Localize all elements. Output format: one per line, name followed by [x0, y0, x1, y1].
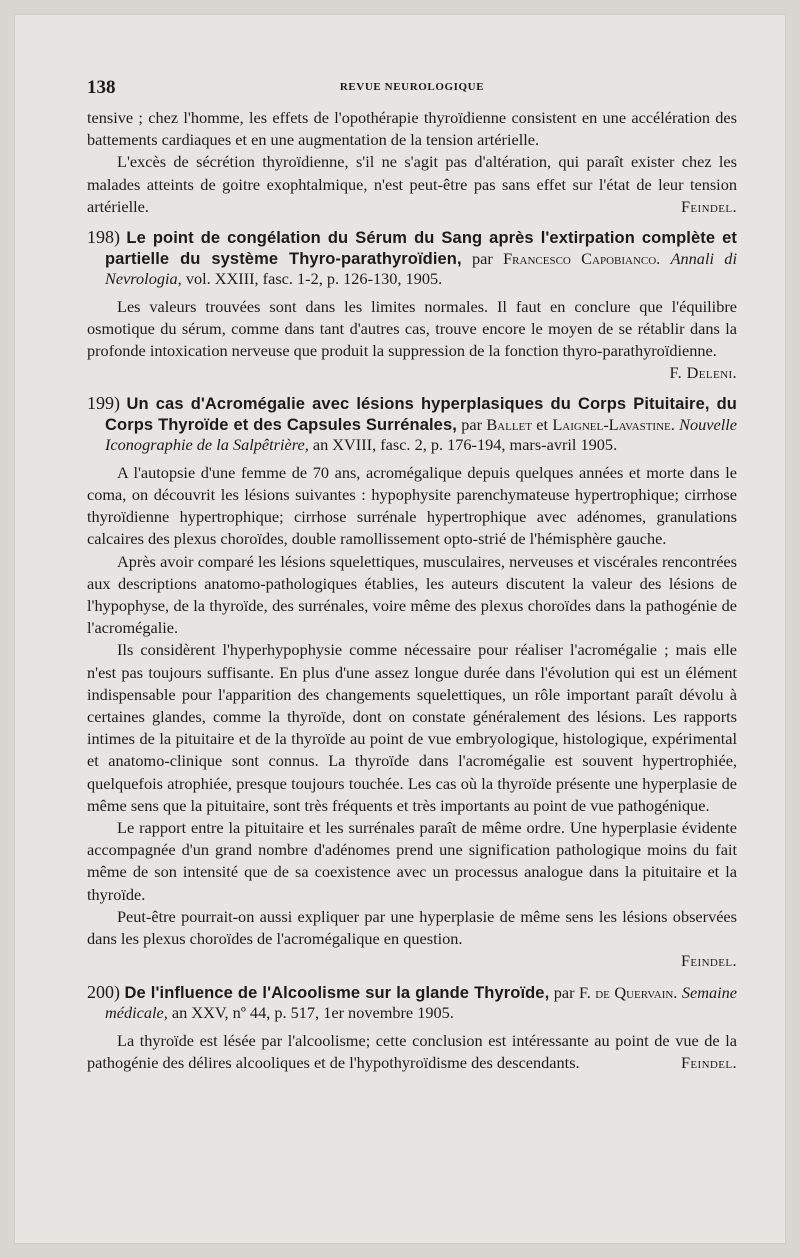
intro-signature: Feindel. [680, 196, 737, 216]
intro-paragraph-2-text: L'excès de sécrétion thyroïdienne, s'il ne s'agit pas d'altération, qui paraît exister chez les malades atteints de goitre exophtalmique, n'est peut-être pas sans effet sur l'état de leur tension artérielle. [87, 152, 737, 216]
entry-199-paragraph-3: Ils considèrent l'hyperhypophysie comme nécessaire pour réaliser l'acromégalie ; mais elle n'est pas toujours suffisante. En plus d'une assez longue durée dans l'évolution qui est un élément indispensable pour l'apparition des changements squelettiques, un rôle important paraît dévolu à certaines glandes, comme la thyroïde, dont on constate généralement des lésions. Les rapports intimes de la pituitaire et de la thyroïde au point de vue embryologique, histologique, expérimental et anatomo-clinique sont connus. La thyroïde dans l'acromégalie est souvent hypertrophiée, quelquefois atrophiée, presque toujours touchée. Les cas où la thyroïde présente une hyperplasie de même sens que la pituitaire, sont très fréquents et très importants au point de vue pathogénique. [87, 640, 737, 815]
entry-198-paragraph-1 [87, 296, 737, 383]
entry-198-signature: F. Deleni. [669, 363, 737, 383]
entry-199-author-2: Laignel-Lavastine. [552, 414, 675, 434]
entry-199-paragraph-5: Peut-être pourrait-on aussi expliquer par une hyperplasie de même sens les lésions observées dans les plexus choroïdes de l'acromégalique en question. [87, 906, 737, 949]
entry-199-paragraph-4: Le rapport entre la pituitaire et les surrénales paraît de même ordre. Une hyperplasie évidente accompagnée d'un grand nombre d'adénomes prend une signification pathologique moins du fait même de son intensité que de sa coexistence avec un processus analogue dans la pituitaire et la thyroïde. [87, 818, 737, 904]
entry-199-title: Un cas d'Acromégalie avec lésions hyperplasiques du Corps Pituitaire, du Corps Thyroïde et des Capsules Surrénales, [105, 395, 737, 434]
entry-198-journal: Annali di Nevrologia, [105, 248, 737, 289]
scanned-page [14, 14, 786, 1244]
entry-198-reference: vol. XXIII, fasc. 1-2, p. 126-130, 1905. [185, 269, 443, 289]
entry-199-paragraph-1: A l'autopsie d'une femme de 70 ans, acromégalique depuis quelques années et morte dans le coma, on découvrit les lésions suivantes : hypophysite parenchymateuse hypertrophique; cirrhose thyroïdienne hypertrophique; cirrhose surrénale hypertrophique avec adénomes, granulations calcaires des plexus choroïdes, double ramollissement opto-strié de l'hémisphère gauche. [87, 462, 737, 549]
entry-200-paragraph-1 [87, 1030, 737, 1074]
entry-198-paragraph-1-text: Les valeurs trouvées sont dans les limites normales. Il faut en conclure que l'équilibre osmotique du sérum, comme dans tant d'autres cas, trouve encore le moyen de se rétablir dans la profonde intoxication nerveuse que produit la suppression de la fonction thyro-parathyroïdienne. [87, 296, 737, 360]
entry-199-heading [87, 393, 737, 456]
entry-199-journal: Nouvelle Iconographie de la Salpêtrière, [105, 414, 737, 455]
entry-198-par: par [472, 248, 493, 268]
entry-199-par: par [461, 414, 483, 434]
entry-199-et: et [536, 414, 549, 434]
entry-200-signature: Feindel. [680, 1052, 737, 1072]
page-number: 138 [87, 77, 116, 98]
intro-paragraph-1: tensive ; chez l'homme, les effets de l'opothérapie thyroïdienne consistent en une accélération des battements cardiaques et en une augmentation de la tension artérielle. [87, 108, 737, 150]
entry-200-reference: an XXV, nº 44, p. 517, 1er novembre 1905. [171, 1003, 454, 1022]
journal-title: REVUE NEUROLOGIQUE [339, 81, 485, 93]
entry-199-author-1: Ballet [486, 414, 532, 434]
entry-200-journal: Semaine médicale, [105, 982, 737, 1022]
entry-198-author: Francesco Capobianco. [503, 248, 661, 268]
entry-198-number: 198) [87, 227, 120, 248]
entry-200-heading [87, 982, 737, 1024]
intro-paragraph-2 [87, 151, 737, 218]
entry-198-heading [87, 227, 737, 290]
entry-199-paragraph-2: Après avoir comparé les lésions squelettiques, musculaires, nerveuses et viscérales rencontrées aux descriptions anatomo-pathologiques établies, les auteurs discutent la valeur des lésions de l'hypophyse, de la thyroïde, des surrénales, voire même des plexus choroïdes dans la pathogénie de l'acromégalie. [87, 551, 737, 638]
entry-199-reference: an XVIII, fasc. 2, p. 176-194, mars-avril 1905. [312, 435, 618, 455]
entry-200-title: De l'influence de l'Alcoolisme sur la glande Thyroïde, [124, 983, 550, 1002]
entry-200-number: 200) [87, 981, 120, 1002]
entry-199-number: 199) [87, 393, 120, 414]
entry-200-par: par [553, 982, 575, 1002]
entry-200-author: F. de Quervain. [578, 982, 678, 1002]
entry-199-signature: Feindel. [680, 951, 737, 971]
running-head [87, 77, 737, 99]
entry-198-title: Le point de congélation du Sérum du Sang après l'extirpation complète et partielle du système Thyro-parathyroïdien, [105, 229, 737, 268]
entry-200-paragraph-1-text: La thyroïde est lésée par l'alcoolisme; cette conclusion est intéressante au point de vue de la pathogénie des délires alcooliques et de l'hypothyroïdisme des descendants. [87, 1030, 737, 1072]
page-content [87, 77, 737, 1074]
